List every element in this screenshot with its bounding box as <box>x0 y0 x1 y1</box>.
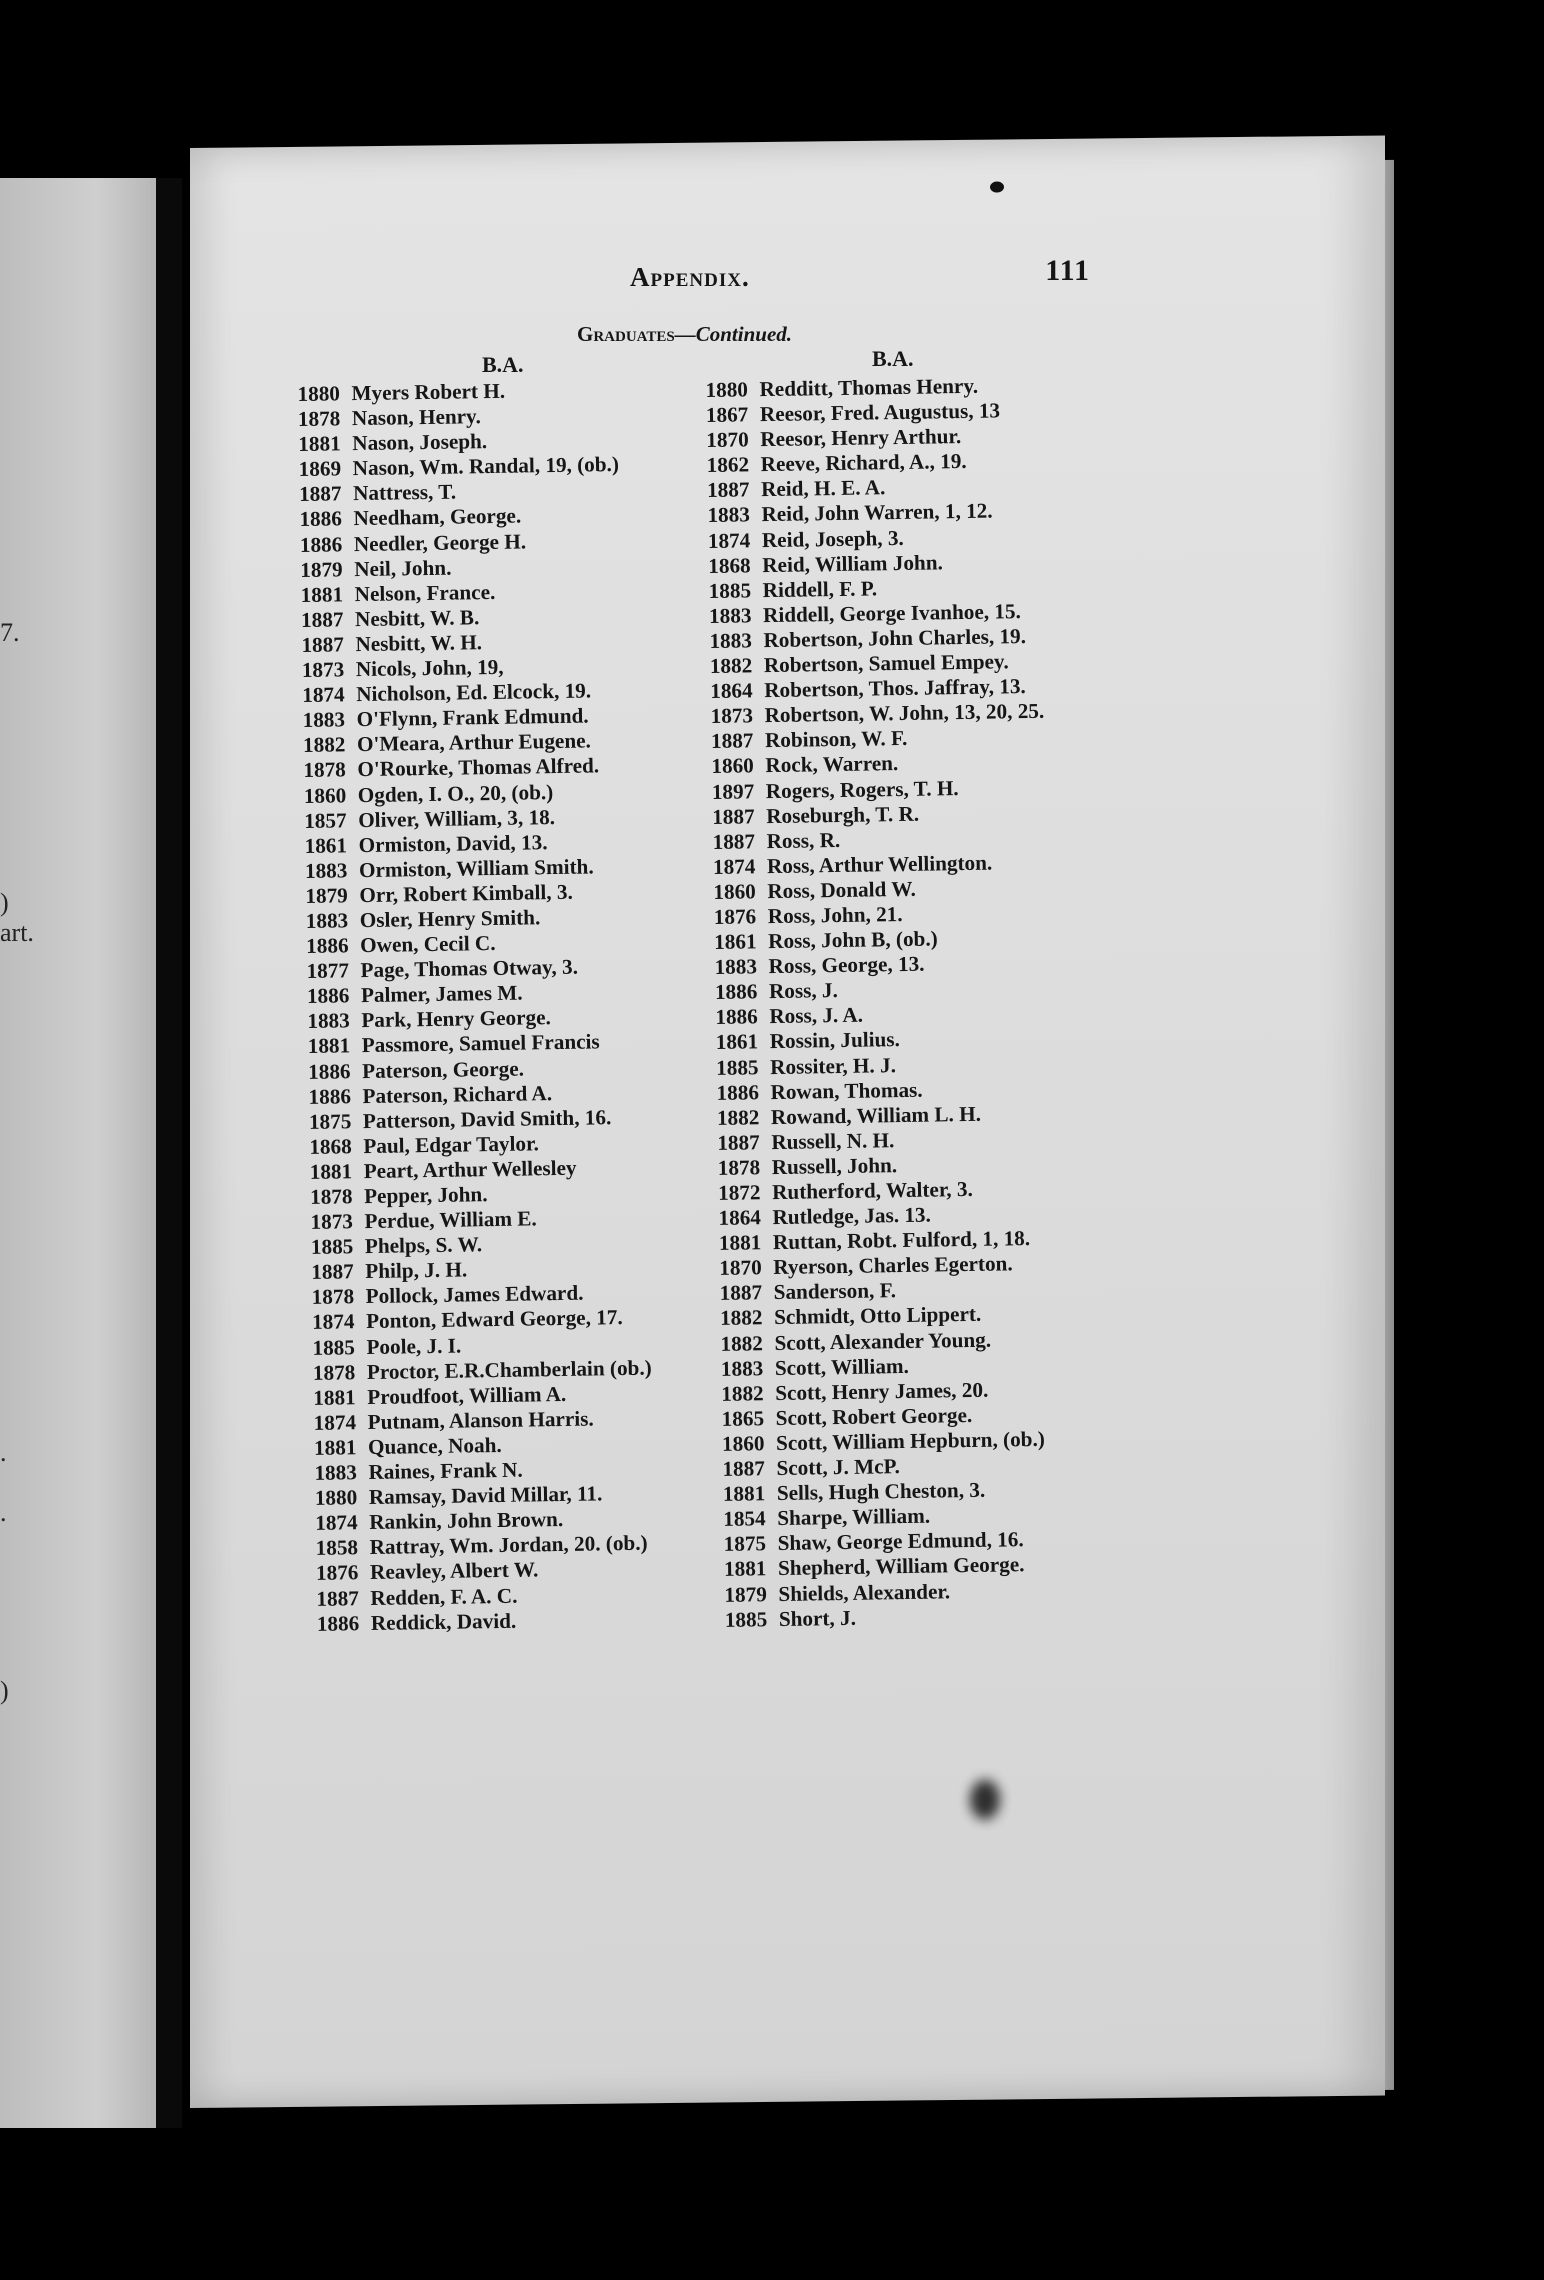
graduate-name: Riddell, F. P. <box>762 576 878 602</box>
graduate-name: Sanderson, F. <box>773 1278 897 1305</box>
graduation-year: 1886 <box>306 933 349 959</box>
graduation-year: 1883 <box>707 502 751 528</box>
graduates-list-right <box>705 373 1058 1633</box>
page-number: 111 <box>1045 254 1090 287</box>
graduate-name: Reid, William John. <box>762 549 943 577</box>
graduate-entry <box>305 853 644 883</box>
graduate-name: Page, Thomas Otway, 3. <box>360 954 579 983</box>
graduation-year: 1882 <box>709 653 753 679</box>
graduation-year: 1864 <box>710 678 753 704</box>
graduate-name: Riddell, George Ivanhoe, 15. <box>762 598 1021 627</box>
graduation-year: 1886 <box>306 983 350 1009</box>
graduate-entry <box>317 1606 656 1636</box>
graduate-name: Redditt, Thomas Henry. <box>759 373 979 402</box>
graduation-year: 1881 <box>300 582 344 607</box>
graduate-name: Nason, Wm. Randal, 19, (ob.) <box>352 452 620 481</box>
graduation-year: 1881 <box>309 1159 353 1184</box>
graduate-name: Rutherford, Walter, 3. <box>771 1176 973 1205</box>
graduate-name: Raines, Frank N. <box>368 1457 523 1485</box>
graduate-name: Shields, Alexander. <box>778 1578 951 1606</box>
facing-page-text: ) <box>0 888 9 917</box>
graduation-year: 1874 <box>313 1410 357 1435</box>
graduate-name: Reeve, Richard, A., 19. <box>760 449 967 477</box>
graduation-year: 1887 <box>712 803 755 829</box>
graduation-year: 1883 <box>302 707 346 733</box>
graduation-year: 1878 <box>309 1184 353 1209</box>
graduate-name: Pepper, John. <box>363 1182 488 1209</box>
graduation-year: 1883 <box>314 1460 358 1485</box>
graduate-name: Owen, Cecil C. <box>359 931 496 958</box>
graduate-name: O'Meara, Arthur Eugene. <box>356 728 592 757</box>
graduate-name: Orr, Robert Kimball, 3. <box>359 879 573 907</box>
graduate-name: Scott, Alexander Young. <box>774 1327 992 1355</box>
graduate-name: Proctor, E.R.Chamberlain (ob.) <box>366 1355 652 1384</box>
graduate-name: Robertson, John Charles, 19. <box>763 623 1027 653</box>
section-continued: —Continued. <box>674 322 793 346</box>
graduation-year: 1885 <box>708 578 752 603</box>
graduate-name: Robertson, W. John, 13, 20, 25. <box>764 698 1045 728</box>
graduation-year: 1873 <box>301 657 345 683</box>
graduation-year: 1887 <box>710 728 754 754</box>
graduate-entry <box>707 498 1041 528</box>
graduate-name: Ross, R. <box>766 827 841 853</box>
facing-page-text: . <box>0 1438 7 1467</box>
graduate-entry <box>308 1029 647 1059</box>
graduate-name: O'Rourke, Thomas Alfred. <box>357 753 600 782</box>
graduate-name: Ross, Arthur Wellington. <box>766 850 993 878</box>
graduation-year: 1887 <box>712 828 756 854</box>
graduation-year: 1881 <box>722 1481 766 1507</box>
graduation-year: 1880 <box>705 377 749 403</box>
graduate-name: Rankin, John Brown. <box>369 1507 564 1535</box>
graduation-year: 1883 <box>708 603 752 628</box>
graduation-year: 1876 <box>315 1560 359 1586</box>
column-heading-left: B.A. <box>482 352 524 377</box>
graduation-year: 1887 <box>706 477 750 503</box>
graduation-year: 1883 <box>714 954 758 980</box>
graduate-name: O'Flynn, Frank Edmund. <box>356 703 589 732</box>
graduation-year: 1861 <box>304 832 348 858</box>
graduate-name: Perdue, William E. <box>364 1206 537 1234</box>
graduate-name: Russell, John. <box>771 1153 898 1179</box>
graduation-year: 1885 <box>715 1054 759 1080</box>
page-title: Appendix. <box>630 262 750 292</box>
graduate-name: Ross, John, 21. <box>767 901 903 929</box>
graduate-name: Rogers, Rogers, T. H. <box>765 775 959 803</box>
graduation-year: 1873 <box>710 703 754 729</box>
graduate-name: Paterson, Richard A. <box>362 1080 553 1108</box>
graduate-name: Needham, George. <box>353 503 522 531</box>
graduation-year: 1883 <box>709 628 753 653</box>
book-gutter <box>156 178 182 2128</box>
graduates-list-left <box>297 377 656 1637</box>
graduate-entry <box>313 1355 652 1385</box>
graduate-name: Rock, Warren. <box>765 751 899 778</box>
graduation-year: 1885 <box>724 1606 768 1632</box>
graduation-year: 1881 <box>313 1384 356 1410</box>
graduate-name: Ross, J. A. <box>769 1002 864 1029</box>
graduation-year: 1879 <box>305 883 348 908</box>
graduate-name: Scott, Henry James, 20. <box>775 1377 989 1405</box>
graduate-name: Nicholson, Ed. Elcock, 19. <box>356 678 592 707</box>
graduation-year: 1860 <box>721 1431 765 1456</box>
graduate-name: Redden, F. A. C. <box>370 1583 518 1610</box>
graduate-name: Nesbitt, W. H. <box>355 630 483 657</box>
graduate-name: Roseburgh, T. R. <box>766 801 920 828</box>
column-heading-right: B.A. <box>872 346 914 371</box>
graduate-name: Patterson, David Smith, 16. <box>362 1104 612 1133</box>
graduation-year: 1861 <box>714 929 757 955</box>
graduate-name: Scott, J. McP. <box>776 1454 901 1481</box>
graduation-year: 1880 <box>297 381 341 407</box>
graduate-name: Ross, John B, (ob.) <box>767 926 938 954</box>
graduate-name: Sells, Hugh Cheston, 3. <box>776 1477 986 1506</box>
graduation-year: 1873 <box>310 1209 354 1235</box>
graduate-entry <box>722 1427 1056 1457</box>
graduate-name: Ponton, Edward George, 17. <box>365 1305 623 1334</box>
graduate-name: Reavley, Albert W. <box>369 1557 539 1585</box>
graduation-year: 1886 <box>299 531 343 557</box>
graduation-year: 1881 <box>723 1556 767 1582</box>
graduation-year: 1879 <box>300 556 343 582</box>
graduate-name: Ross, Donald W. <box>767 876 916 903</box>
graduate-name: Ross, George, 13. <box>768 951 925 979</box>
graduate-name: Ramsay, David Millar, 11. <box>368 1481 603 1510</box>
graduation-year: 1870 <box>706 427 749 453</box>
graduate-name: Robertson, Thos. Jaffray, 13. <box>764 674 1026 703</box>
graduation-year: 1869 <box>298 456 342 482</box>
graduation-year: 1886 <box>308 1083 352 1109</box>
graduation-year: 1887 <box>717 1130 760 1155</box>
graduation-year: 1876 <box>713 904 757 929</box>
graduate-name: Nason, Joseph. <box>352 429 488 456</box>
graduate-name: Nicols, John, 19, <box>355 654 504 682</box>
graduate-entry <box>309 1104 648 1134</box>
graduate-name: Osler, Henry Smith. <box>359 905 541 933</box>
graduate-name: Ross, J. <box>768 978 839 1004</box>
graduation-year: 1882 <box>719 1305 763 1331</box>
graduate-name: Rowand, William L. H. <box>770 1101 982 1129</box>
facing-page-fragment <box>0 178 160 2128</box>
graduate-name: Robertson, Samuel Empey. <box>763 649 1009 678</box>
graduation-year: 1872 <box>717 1180 761 1205</box>
graduation-year: 1883 <box>720 1355 764 1381</box>
graduation-year: 1886 <box>716 1079 760 1105</box>
graduate-name: Passmore, Samuel Francis <box>361 1029 600 1058</box>
graduate-name: Needler, George H. <box>353 529 527 556</box>
graduation-year: 1883 <box>305 908 349 933</box>
graduation-year: 1886 <box>316 1610 360 1636</box>
graduation-year: 1887 <box>298 481 342 507</box>
graduation-year: 1860 <box>303 782 347 808</box>
graduation-year: 1881 <box>718 1230 762 1256</box>
graduation-year: 1886 <box>307 1058 351 1084</box>
graduation-year: 1861 <box>715 1029 759 1055</box>
graduation-year: 1881 <box>307 1033 351 1059</box>
graduation-year: 1868 <box>708 552 751 578</box>
facing-page-text: ) <box>0 1676 9 1705</box>
graduate-name: Reddick, David. <box>370 1608 517 1635</box>
graduate-name: Sharpe, William. <box>777 1503 931 1531</box>
graduate-name: Nesbitt, W. B. <box>354 605 480 631</box>
facing-page-text: . <box>0 1498 7 1527</box>
graduate-name: Peart, Arthur Wellesley <box>363 1155 577 1183</box>
graduate-name: Rattray, Wm. Jordan, 20. (ob.) <box>369 1530 648 1560</box>
graduation-year: 1885 <box>312 1334 356 1360</box>
graduate-name: Poole, J. I. <box>366 1333 462 1359</box>
graduate-name: Robinson, W. F. <box>764 726 908 753</box>
graduation-year: 1874 <box>315 1510 358 1536</box>
graduation-year: 1858 <box>315 1535 359 1561</box>
graduate-entry <box>724 1552 1058 1582</box>
graduation-year: 1879 <box>724 1581 767 1607</box>
graduation-year: 1862 <box>706 452 750 478</box>
graduation-year: 1882 <box>721 1380 764 1406</box>
graduation-year: 1887 <box>722 1456 766 1481</box>
graduation-year: 1887 <box>301 632 345 657</box>
graduate-name: Oliver, William, 3, 18. <box>358 804 556 832</box>
graduation-year: 1878 <box>717 1155 761 1180</box>
graduate-name: Palmer, James M. <box>360 980 523 1008</box>
graduate-name: Nelson, France. <box>354 579 496 606</box>
graduation-year: 1883 <box>307 1008 350 1034</box>
graduate-name: Scott, Robert George. <box>775 1402 973 1430</box>
graduate-name: Schmidt, Otto Lippert. <box>773 1302 982 1330</box>
graduation-year: 1886 <box>715 1004 758 1030</box>
graduate-name: Rossin, Julius. <box>769 1027 901 1054</box>
graduate-name: Phelps, S. W. <box>364 1232 483 1259</box>
graduate-name: Philp, J. H. <box>365 1257 468 1284</box>
graduation-year: 1880 <box>314 1485 358 1511</box>
graduate-name: Paul, Edgar Taylor. <box>363 1131 539 1158</box>
ink-speck <box>990 181 1004 192</box>
graduate-name: Reesor, Henry Arthur. <box>760 424 962 452</box>
graduation-year: 1882 <box>720 1330 764 1356</box>
graduation-year: 1870 <box>719 1255 762 1281</box>
graduation-year: 1886 <box>299 506 343 532</box>
graduation-year: 1874 <box>302 682 345 708</box>
graduation-year: 1875 <box>723 1531 767 1557</box>
graduate-entry <box>725 1602 1059 1632</box>
graduate-name: Ruttan, Robt. Fulford, 1, 18. <box>772 1226 1031 1255</box>
graduation-year: 1878 <box>297 406 341 432</box>
graduate-name: Proudfoot, William A. <box>367 1381 567 1409</box>
graduate-name: Park, Henry George. <box>361 1005 551 1033</box>
graduation-year: 1868 <box>309 1134 352 1159</box>
graduate-name: Rutledge, Jas. 13. <box>772 1202 932 1230</box>
graduate-name: Putnam, Alanson Harris. <box>367 1406 594 1434</box>
graduate-name: Reid, H. E. A. <box>760 475 886 502</box>
graduation-year: 1885 <box>310 1234 354 1260</box>
facing-page-text: art. <box>0 918 34 947</box>
graduation-year: 1887 <box>311 1259 354 1285</box>
facing-page-text: 7. <box>0 618 20 647</box>
graduate-name: Scott, William. <box>774 1353 910 1380</box>
graduation-year: 1882 <box>302 732 346 758</box>
graduation-year: 1860 <box>711 753 754 779</box>
graduation-year: 1887 <box>719 1280 763 1306</box>
graduate-name: Quance, Noah. <box>367 1432 502 1459</box>
graduate-name: Scott, William Hepburn, (ob.) <box>775 1426 1046 1455</box>
graduation-year: 1886 <box>714 979 758 1005</box>
graduate-name: Ryerson, Charles Egerton. <box>773 1251 1013 1280</box>
graduation-year: 1897 <box>711 778 755 804</box>
graduation-year: 1874 <box>311 1309 355 1335</box>
graduation-year: 1878 <box>312 1359 356 1385</box>
section-title: Graduates <box>577 322 675 346</box>
graduate-name: Russell, N. H. <box>771 1127 895 1154</box>
graduation-year: 1878 <box>303 757 346 783</box>
graduate-name: Short, J. <box>778 1605 857 1631</box>
graduate-name: Shepherd, William George. <box>777 1552 1025 1581</box>
graduate-name: Paterson, George. <box>361 1056 525 1083</box>
graduate-name: Reesor, Fred. Augustus, 13 <box>759 398 1001 427</box>
graduation-year: 1874 <box>712 854 756 879</box>
graduate-name: Rowan, Thomas. <box>770 1077 923 1104</box>
graduation-year: 1857 <box>304 807 347 833</box>
ink-smudge <box>970 1780 1000 1820</box>
graduate-name: Myers Robert H. <box>351 378 506 406</box>
graduate-name: Ormiston, David, 13. <box>358 829 548 857</box>
graduation-year: 1887 <box>316 1585 359 1611</box>
graduation-year: 1878 <box>311 1284 355 1310</box>
graduation-year: 1875 <box>308 1108 352 1134</box>
graduation-year: 1865 <box>721 1406 765 1431</box>
graduation-year: 1874 <box>707 527 751 553</box>
graduation-year: 1882 <box>716 1104 760 1130</box>
graduation-year: 1867 <box>705 402 749 428</box>
graduate-name: Reid, John Warren, 1, 12. <box>761 498 993 527</box>
graduate-name: Rossiter, H. J. <box>769 1052 897 1079</box>
graduation-year: 1877 <box>306 958 350 984</box>
graduate-name: Ogden, I. O., 20, (ob.) <box>357 779 554 807</box>
graduation-year: 1854 <box>723 1506 766 1532</box>
graduate-name: Reid, Joseph, 3. <box>761 525 904 552</box>
graduate-name: Nason, Henry. <box>351 404 481 431</box>
graduation-year: 1883 <box>304 858 348 883</box>
graduate-name: Pollock, James Edward. <box>365 1281 584 1309</box>
graduation-year: 1881 <box>313 1435 357 1460</box>
graduate-entry <box>312 1305 651 1335</box>
section-heading <box>577 322 792 347</box>
graduation-year: 1864 <box>718 1205 762 1231</box>
graduation-year: 1860 <box>713 879 756 904</box>
graduation-year: 1887 <box>300 607 344 632</box>
graduate-entry <box>303 753 642 783</box>
graduate-name: Nattress, T. <box>352 479 457 506</box>
graduate-name: Ormiston, William Smith. <box>358 854 594 882</box>
graduation-year: 1881 <box>298 431 341 457</box>
graduate-name: Neil, John. <box>354 555 452 581</box>
graduate-name: Shaw, George Edmund, 16. <box>777 1527 1024 1556</box>
